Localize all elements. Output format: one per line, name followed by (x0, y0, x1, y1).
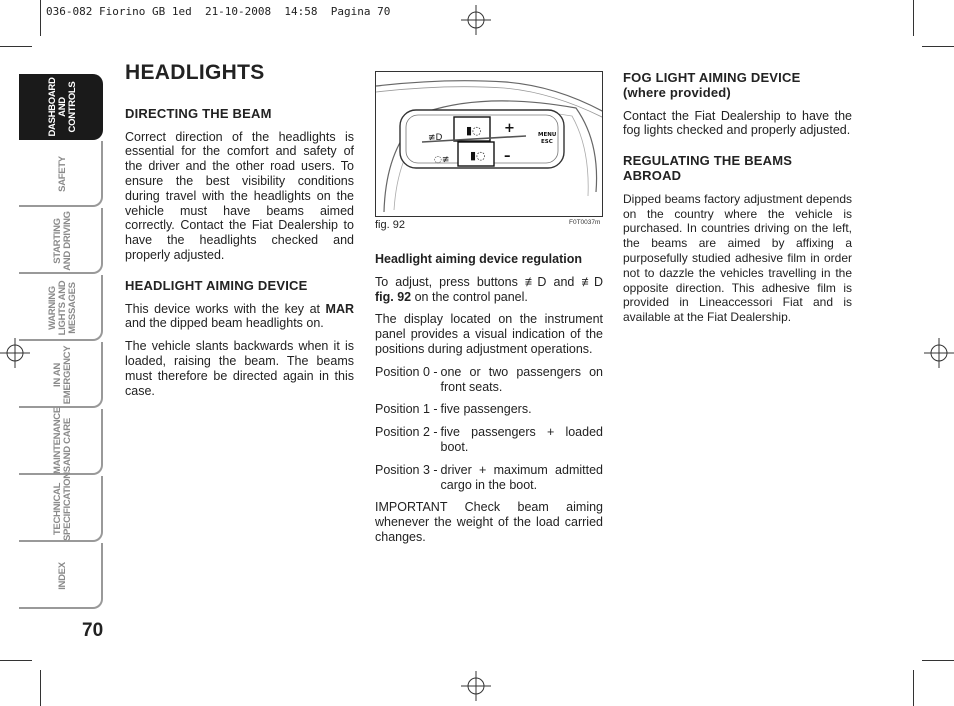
headlight-up-icon: ≢D (524, 274, 547, 289)
heading-headlight-aiming-device: HEADLIGHT AIMING DEVICE (125, 277, 308, 293)
print-header: 036-082 Fiorino GB 1ed 21-10-2008 14:58 Pagina 70 (46, 5, 391, 18)
heading-directing-the-beam: DIRECTING THE BEAM (125, 105, 272, 121)
heading-fog-where-provided: (where provided) (623, 84, 731, 100)
figure-reference: fig. 92 (375, 289, 412, 304)
paragraph-slants: The vehicle slants backwards when it is loaded, raising the beam. The beams must therefore be directed again in this case. (125, 339, 354, 398)
paragraph-important: IMPORTANT Check beam aiming whenever the weight of the load carried changes. (375, 500, 603, 544)
page-title: HEADLIGHTS (125, 61, 265, 84)
tab-safety[interactable]: SAFETY (19, 141, 103, 207)
key-mar: MAR (325, 301, 354, 316)
tab-warning-lights[interactable]: WARNING LIGHTS AND MESSAGES (19, 275, 103, 341)
column-left (125, 61, 354, 406)
plus-button-label: + (504, 121, 515, 136)
registration-mark-top-icon (461, 5, 491, 35)
heading-abroad: ABROAD (623, 167, 682, 183)
minus-button-label: – (504, 149, 511, 164)
tab-dashboard-and-controls[interactable]: DASHBOARD AND CONTROLS (19, 74, 103, 140)
position-item: Position 3 - driver + maximum admitted cargo in the boot. (375, 462, 603, 492)
tab-technical-specifications[interactable]: TECHNICAL SPECIFICATIONS (19, 476, 103, 542)
column-right (623, 71, 852, 333)
registration-mark-right-icon (924, 338, 954, 368)
figure-caption: fig. 92 (375, 219, 405, 231)
paragraph-fog: Contact the Fiat Dealership to have the fog lights checked and properly adjusted. (623, 108, 852, 138)
svg-text:◌≢: ◌≢ (434, 155, 450, 165)
heading-fog-light-aiming: FOG LIGHT AIMING DEVICE (623, 70, 801, 85)
column-middle (375, 252, 603, 553)
svg-text:≢D: ≢D (428, 133, 443, 143)
tab-maintenance-and-care[interactable]: MAINTENANCE AND CARE (19, 409, 103, 475)
figure-92 (375, 71, 603, 217)
heading-regulating-beams: REGULATING THE BEAMS (623, 153, 793, 169)
figure-code: F0T0037m (569, 219, 601, 226)
paragraph-device: This device works with the key at MAR and the dipped beam headlights on. (125, 301, 354, 331)
esc-label: ESC (541, 139, 553, 145)
paragraph-adjust: To adjust, press buttons ≢D and ≢D fig. 92 on the control panel. (375, 274, 603, 304)
control-panel-illustration (376, 72, 603, 217)
registration-mark-bottom-icon (461, 671, 491, 701)
position-item: Position 2 - five passengers + loaded boot. (375, 425, 603, 454)
heading-aiming-regulation: Headlight aiming device regulation (375, 252, 582, 266)
tab-in-an-emergency[interactable]: IN AN EMERGENCY (19, 342, 103, 408)
position-item: Position 1 - five passengers. (375, 402, 532, 417)
svg-text:▮◌: ▮◌ (470, 149, 486, 162)
position-item: Position 0 - one or two passengers on front seats. (375, 364, 603, 394)
paragraph-directing: Correct direction of the headlights is essential for the comfort and safety of the driver and the other road users. To ensure the best visibility conditions during travel with the headlights on the vehicle must have beams aimed correctly. Contact the Fiat Dealership to have the headlights checked and properly adjusted. (125, 129, 354, 262)
page-number: 70 (82, 620, 104, 641)
paragraph-display: The display located on the instrument panel provides a visual indication of the positions during adjustment operations. (375, 312, 603, 356)
menu-label: MENU (538, 132, 557, 138)
tab-starting-and-driving[interactable]: STARTING AND DRIVING (19, 208, 103, 274)
headlight-down-icon: ≢D (581, 274, 603, 289)
tab-index[interactable]: INDEX (19, 543, 103, 609)
svg-text:▮◌: ▮◌ (466, 124, 482, 137)
paragraph-abroad: Dipped beams factory adjustment depends on the country where the vehicle is purchased. In countries driving on the left, the beams are aimed by affixing a purposefully studied adhesive film in order not to dazzle the vehicles travelling in the opposite direction. This adhesive film is provided in Lineaccessori Fiat and is available at the Fiat Dealership. (623, 191, 852, 325)
